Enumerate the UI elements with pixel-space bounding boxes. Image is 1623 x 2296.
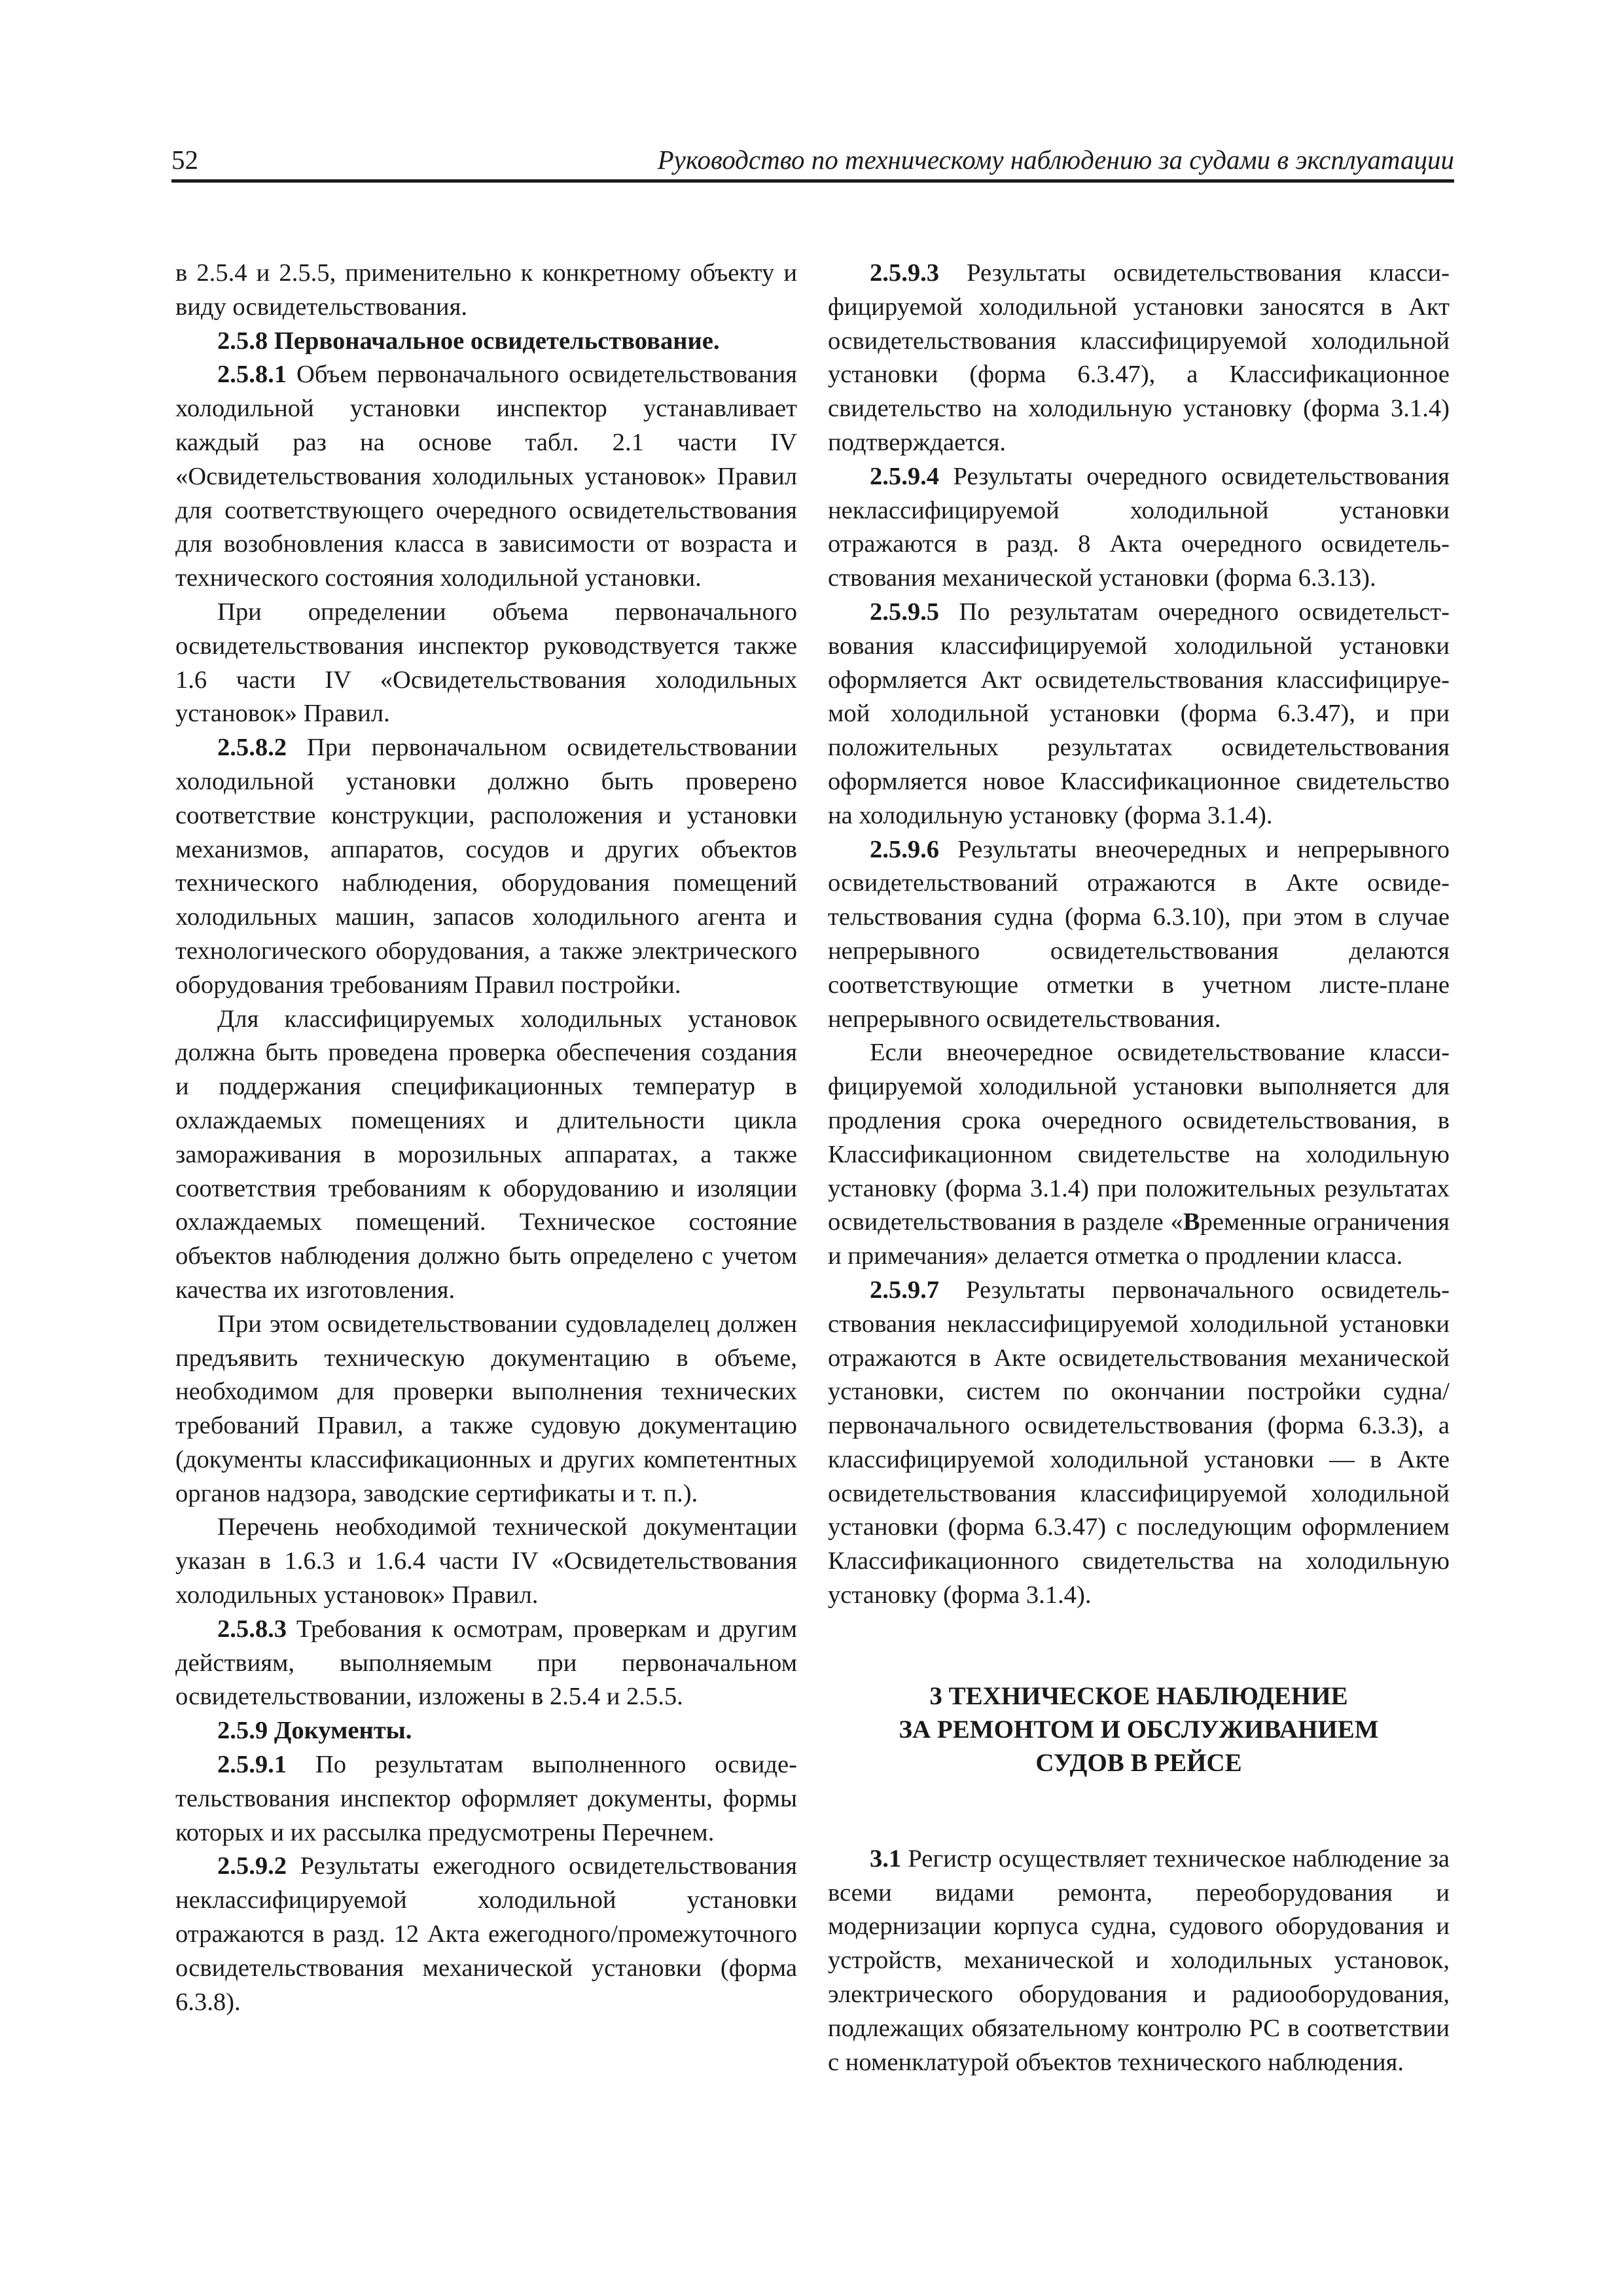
clause-number: 3.1 — [870, 1844, 902, 1873]
left-column — [175, 257, 797, 2019]
paragraph-shipowner-documents: При этом освидетельствовании судовладелец должен предъявить техническую документацию в объеме, необходимом для проверки выполнения технических требований Правил, а также судовую документацию (документы классификационных и других компетентных органов надзора, заводские сертификаты и т. п.). — [175, 1310, 797, 1507]
paragraph-text: По результатам очередного освидетельствования классифицируемой холодильной установки оформляется Акт освидетельствования классифицируемой холодильной установки (форма 6.3.47), и при положительных результатах освидетельствования оформляется новое Классификационное свидетельство на холодильную установку (форма 3.1.4). — [828, 598, 1450, 829]
paragraph-text: Результаты внеочередных и непрерывного освидетельствований отражаются в Акте освидетельствования судна (форма 6.3.10), при этом в случае непрерывного освидетельствования делаются соответствующие отметки в учетном листе-плане непрерывного освидетельствования. — [828, 835, 1450, 1033]
section-title-line: СУДОВ В РЕЙСЕ — [1035, 1748, 1242, 1777]
right-column — [828, 257, 1450, 2079]
clause-number: 2.5.9.6 — [870, 835, 940, 863]
paragraph-documentation-list: Перечень необходимой технической документации указан в 1.6.3 и 1.6.4 части IV «Освидетельствования холодильных установок» Правил. — [175, 1513, 797, 1609]
section-title-line: 3 ТЕХНИЧЕСКОЕ НАБЛЮДЕНИЕ — [929, 1681, 1348, 1710]
page-number: 52 — [171, 145, 198, 175]
paragraph-text: ременные ограничения и примечания» делается отметка о продлении класса. — [828, 1208, 1450, 1270]
paragraph-text: Результаты очередного освидетельствования неклассифицируемой холодильной установки отражаются в разд. 8 Акта очередного освидетельствования механической установки (форма 6.3.13). — [828, 462, 1450, 592]
section-title — [828, 1679, 1450, 1780]
paragraph-2-5-9-6 — [828, 833, 1450, 1037]
paragraph-2-5-8-3 — [175, 1613, 797, 1714]
paragraph-text: При первоначальном освидетельствовании холодильной установки должно быть проверено соответствие конструкции, расположения и установки механизмов, аппаратов, сосудов и других объектов технического наблюдения, оборудования помещений холодильных машин, запасов холодильного агента и технологического оборудования, а также электрического оборудования требованиям Правил постройки. — [175, 734, 797, 999]
paragraph-classified-installations: Для классифицируемых холодильных установок должна быть проведена проверка обеспечения создания и поддержания спецификационных температур в охлаждаемых помещениях и длительности цикла замораживания в морозильных аппаратах, а также соответствия требованиям к оборудованию и изоляции охлаждаемых помещений. Техническое состояние объектов наблюдения должно быть определено с учетом качества их изготовления. — [175, 1005, 797, 1304]
paragraph-continuation: в 2.5.4 и 2.5.5, применительно к конкретному объекту и виду освидетельствования. — [175, 259, 797, 321]
paragraph-2-5-9-7 — [828, 1274, 1450, 1613]
section-title-line: ЗА РЕМОНТОМ И ОБСЛУЖИВАНИЕМ — [899, 1715, 1379, 1744]
paragraph-3-1 — [828, 1842, 1450, 2080]
clause-number: 2.5.8.2 — [217, 734, 287, 762]
clause-number: 2.5.9.5 — [870, 598, 940, 626]
heading-2-5-9: 2.5.9 Документы. — [217, 1717, 412, 1745]
clause-number: 2.5.8.3 — [217, 1615, 287, 1643]
paragraph-text: Результаты освидетельствования классифицируемой холодильной установки заносятся в Акт освидетельствования классифицируемой холодильной установки (форма 6.3.47), а Классификационное свидетельство на холодильную установку (форма 3.1.4) подтверждается. — [828, 259, 1450, 456]
paragraph-extraordinary-survey — [828, 1036, 1450, 1274]
clause-number: 2.5.9.2 — [217, 1852, 287, 1880]
clause-number: 2.5.9.7 — [870, 1276, 940, 1304]
paragraph-2-5-9-4 — [828, 460, 1450, 596]
paragraph-text: Требования к осмотрам, проверкам и другим действиям, выполняемым при первоначальном освидетельствовании, изложены в 2.5.4 и 2.5.5. — [175, 1615, 797, 1711]
paragraph-2-5-8-1 — [175, 358, 797, 596]
paragraph-text: Регистр осуществляет техническое наблюдение за всеми видами ремонта, переоборудования и модернизации корпуса судна, судового оборудования и устройств, механической и холодильных установок, электрического оборудования и радиооборудования, подлежащих обязательному контролю РС в соответствии с номенклатурой объектов технического наблюдения. — [828, 1844, 1450, 2076]
page-header — [171, 143, 1454, 183]
paragraph-2-5-9-1 — [175, 1748, 797, 1850]
paragraph-text: По результатам выполненного освидетельствования инспектор оформляет документы, формы которых и их рассылка предусмотрены Перечнем. — [175, 1751, 797, 1846]
paragraph-text: Если внеочередное освидетельствование классифицируемой холодильной установки выполняется для продления срока очередного освидетельствования, в Классификационном свидетельстве на холодильную установку (форма 3.1.4) при положительных результатах освидетельствования в разделе « — [828, 1039, 1450, 1236]
clause-number: 2.5.9.3 — [870, 259, 940, 287]
clause-number: 2.5.9.1 — [217, 1751, 287, 1779]
paragraph-initial-survey-scope: При определении объема первоначального освидетельствования инспектор руководствуется также 1.6 части IV «Освидетельствования холодильных установок» Правил. — [175, 598, 797, 728]
paragraph-2-5-9-3 — [828, 257, 1450, 460]
paragraph-2-5-9-2 — [175, 1850, 797, 2019]
running-title: Руководство по техническому наблюдению за судами в эксплуатации — [657, 145, 1454, 175]
paragraph-text: Результаты первоначального освидетельствования неклассифицируемой холодильной установки отражаются в Акте освидетельствования механической установки, систем по окончании постройки судна/ первоначального освидетельствования (форма 6.3.3), а классифицируемой холодильной установки — в Акте освидетельствования классифицируемой холодильной установки (форма 6.3.47) с последующим оформлением Классификационного свидетельства на холодильную установку (форма 3.1.4). — [828, 1276, 1450, 1609]
bold-letter: В — [1183, 1208, 1200, 1236]
paragraph-2-5-9-5 — [828, 596, 1450, 833]
clause-number: 2.5.9.4 — [870, 462, 940, 490]
paragraph-2-5-8-2 — [175, 731, 797, 1002]
heading-2-5-8: 2.5.8 Первоначальное освидетельствование. — [217, 327, 720, 355]
clause-number: 2.5.8.1 — [217, 361, 287, 389]
paragraph-text: Объем первоначального освидетельствования холодильной установки инспектор устанавливает каждый раз на основе табл. 2.1 части IV «Освидетельствования холодильных установок» Правил для соответствующего очередного освидетельствования для возобновления класса в зависимости от возраста и технического состояния холодильной установки. — [175, 361, 797, 592]
paragraph-text: Результаты ежегодного освидетельствования неклассифицируемой холодильной установки отражаются в разд. 12 Акта ежегодного/промежуточного освидетельствования механической установки (форма 6.3.8). — [175, 1852, 797, 2016]
